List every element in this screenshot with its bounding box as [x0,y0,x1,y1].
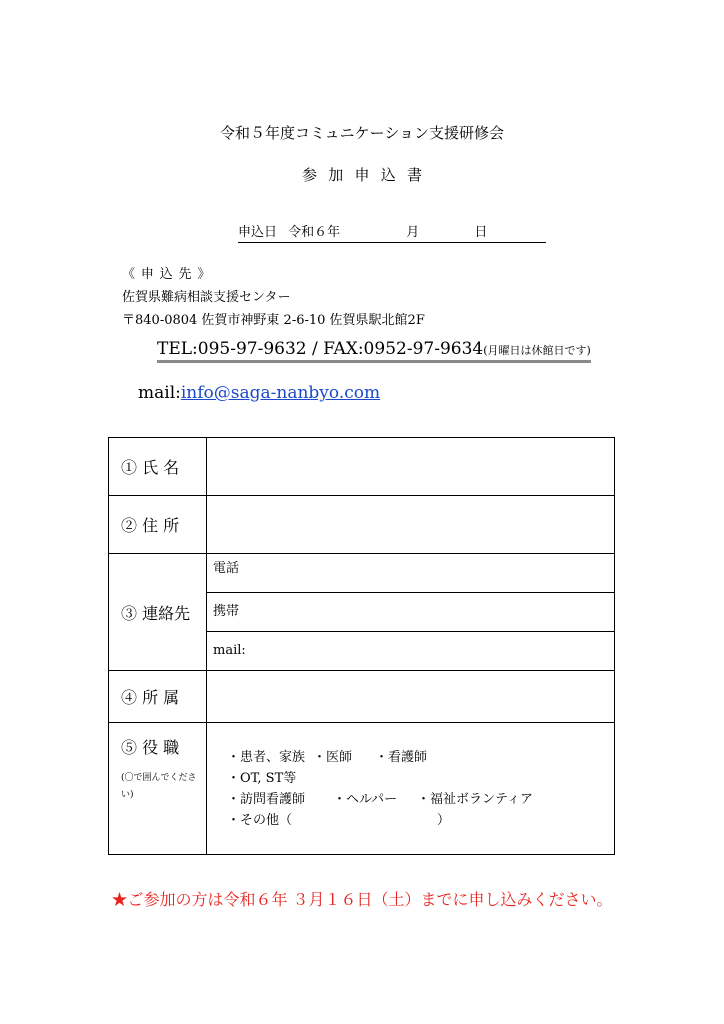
date-label: 申込日 [238,225,278,240]
application-date-line [238,221,546,243]
closed-day-note: (月曜日は休館日です) [483,344,591,357]
mail-label: mail: [138,383,181,403]
destination-heading: 《申込先》 [122,267,217,282]
page-subtitle: 参加申込書 [301,166,434,184]
date-day: 日 [474,225,488,240]
mail-address-link[interactable]: info@saga-nanbyo.com [180,383,381,403]
contact-mail-field[interactable] [207,631,614,670]
address-field[interactable] [207,496,615,554]
mobile-field[interactable] [207,592,614,631]
contact-label: ③ 連絡先 [109,554,207,671]
role-option-welfare-volunteer[interactable]: ・福祉ボランティア [417,791,533,807]
role-option-other-close: ） [437,812,451,828]
phone-label: 電話 [213,561,240,576]
mail-line [138,383,380,403]
contact-row [109,554,615,671]
role-option-helper[interactable]: ・ヘルパー [333,791,398,807]
address-label: ② 住 所 [109,496,207,554]
affiliation-field[interactable] [207,671,615,723]
destination-organization: 佐賀県難病相談支援センター [122,290,291,305]
phone-field[interactable] [207,554,614,592]
role-row [109,723,615,855]
role-label: ⑤ 役 職 [121,738,180,757]
affiliation-row [109,671,615,723]
address-row [109,496,615,554]
role-options [207,723,615,855]
role-option-patient-family[interactable]: ・患者、家族 [227,749,306,765]
role-option-other[interactable]: ・その他（ [227,812,293,828]
role-option-ot-st[interactable]: ・OT, ST等 [227,770,297,786]
destination-address: 〒840-0804 佐賀市神野東 2-6-10 佐賀県駅北館2F [122,313,425,328]
affiliation-label: ④ 所 属 [109,671,207,723]
tel-fax-numbers: TEL:095-97-9632 / FAX:0952-97-9634 [157,339,484,359]
deadline-notice: ★ご参加の方は令和６年 ３月１６日（土）までに申し込みください。 [111,890,613,909]
contact-fields [207,554,615,671]
role-label-cell [109,723,207,855]
role-option-nurse[interactable]: ・看護師 [375,749,428,765]
mobile-label: 携帯 [213,604,240,619]
date-month: 月 [406,225,420,240]
tel-fax-line [157,339,591,363]
page-title: 令和５年度コミュニケーション支援研修会 [219,124,505,142]
role-option-visiting-nurse[interactable]: ・訪問看護師 [227,791,306,807]
name-field[interactable] [207,438,615,496]
date-era: 令和６年 [288,225,341,240]
name-row [109,438,615,496]
role-note: (〇で囲んでください) [121,773,197,800]
contact-mail-label: mail: [213,643,246,658]
role-option-doctor[interactable]: ・医師 [313,749,353,765]
name-label: ① 氏 名 [109,438,207,496]
application-form-table [108,437,615,855]
